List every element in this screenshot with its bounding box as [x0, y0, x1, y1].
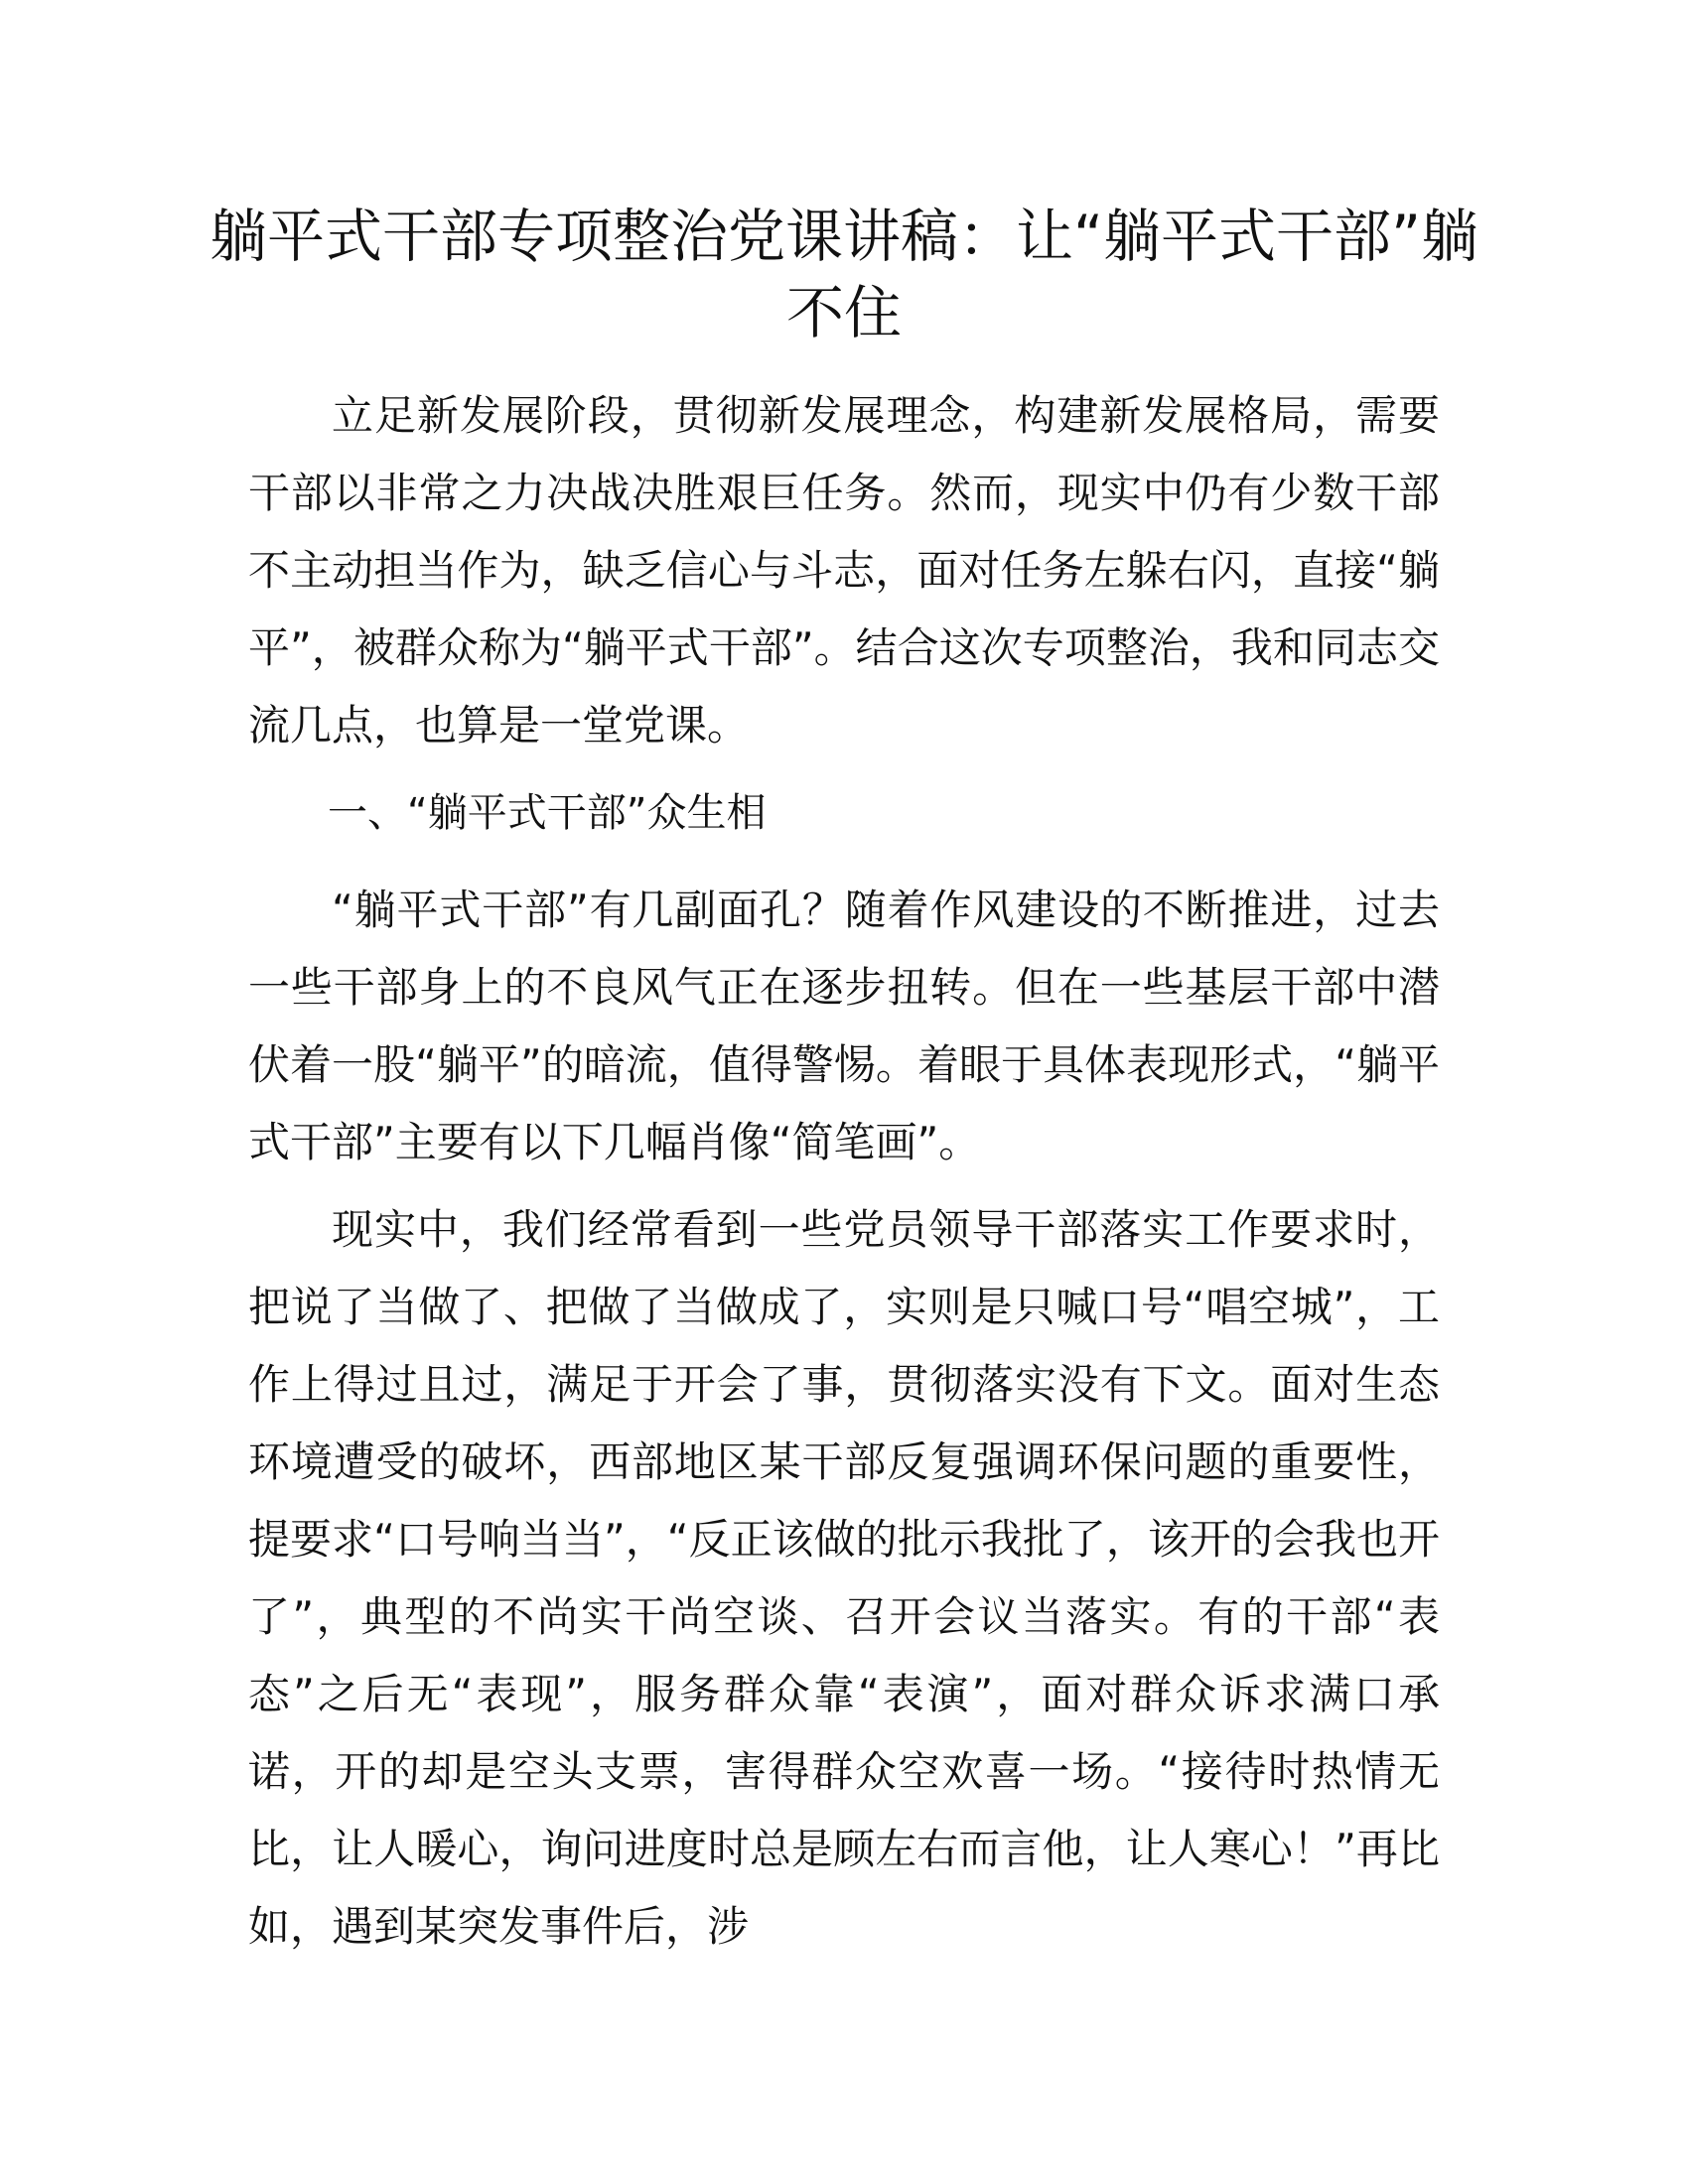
section-paragraph-1: “躺平式干部”有几副面孔？随着作风建设的不断推进，过去一些干部身上的不良风气正在逐步扭转。但在一些基层干部中潜伏着一股“躺平”的暗流，值得警惕。着眼于具体表现形式，“躺平式干部”主要有以下几幅肖像“简笔画”。: [248, 886, 1440, 1166]
intro-paragraph: 立足新发展阶段，贯彻新发展理念，构建新发展格局，需要干部以非常之力决战决胜艰巨任务。然而，现实中仍有少数干部不主动担当作为，缺乏信心与斗志，面对任务左躲右闪，直接“躺平”，被群众称为“躺平式干部”。结合这次专项整治，我和同志交流几点，也算是一堂党课。: [248, 391, 1440, 750]
section-paragraph-2: 现实中，我们经常看到一些党员领导干部落实工作要求时，把说了当做了、把做了当做成了，实则是只喊口号“唱空城”，工作上得过且过，满足于开会了事，贯彻落实没有下文。面对生态环境遭受的破坏，西部地区某干部反复强调环保问题的重要性，提要求“口号响当当”，“反正该做的批示我批了，该开的会我也开了”，典型的不尚实干尚空谈、召开会议当落实。有的干部“表态”之后无“表现”，服务群众靠“表演”，面对群众诉求满口承诺，开的却是空头支票，害得群众空欢喜一场。“接待时热情无比，让人暖心，询问进度时总是顾左右而言他，让人寒心！”再比如，遇到某突发事件后，涉: [248, 1205, 1440, 1951]
section-heading: 一、“躺平式干部”众生相: [328, 790, 767, 836]
document-title: 躺平式干部专项整治党课讲稿：让“躺平式干部”躺不住: [209, 203, 1479, 346]
